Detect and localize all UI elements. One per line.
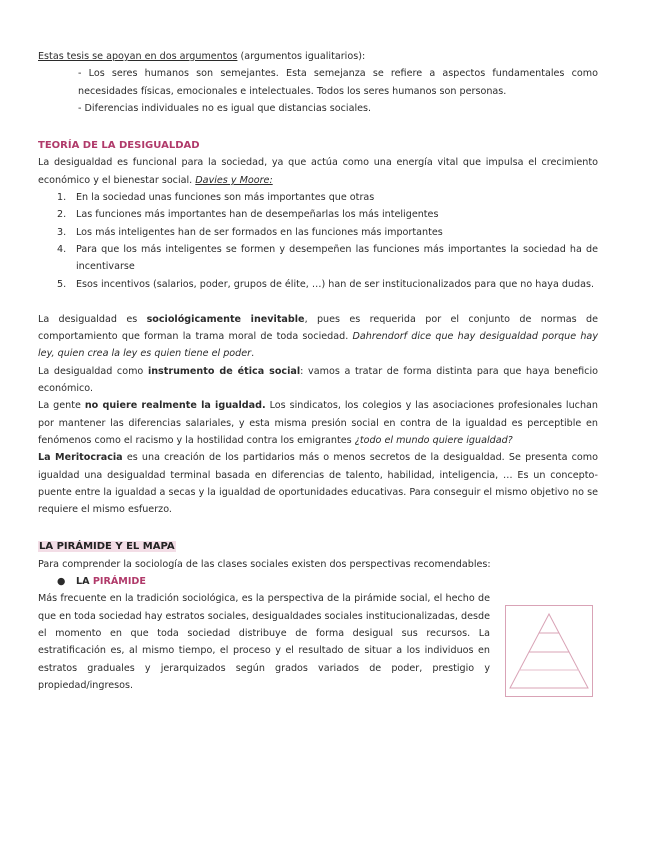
argument-1: - Los seres humanos son semejantes. Esta semejanza se refiere a aspectos fundamentales como necesidades físicas, emocionales e intelectuales. Todos los seres humanos son personas. (78, 68, 598, 97)
text-run: La desigualdad como (38, 365, 148, 377)
list-item (38, 206, 598, 223)
paragraph-inevitable (38, 311, 598, 363)
paragraph-etica (38, 363, 598, 398)
heading-teoria-desigualdad: TEORÍA DE LA DESIGUALDAD (38, 140, 200, 152)
list-text: Las funciones más importantes han de desempeñarlas los más inteligentes (76, 209, 439, 221)
piramide-intro: Para comprender la sociología de las clases sociales existen dos perspectivas recomendables: (38, 558, 491, 570)
argument-2: - Diferencias individuales no es igual que distancias sociales. (78, 102, 372, 114)
bold-run: La Meritocracia (38, 452, 123, 464)
bullet-icon: ● (57, 576, 66, 588)
list-number: 4. (57, 243, 67, 255)
paragraph-meritocracia (38, 449, 598, 518)
piramide-body: Más frecuente en la tradición sociológica, es la perspectiva de la pirámide social, el hecho de que en toda sociedad hay estratos sociales, desigualdades sociales institucionalizadas, desde el momento en que toda sociedad distribuye de forma desigual sus recursos. La estratificación es, al mismo tiempo, el proceso y el resultado de situar a los individuos en estratos graduales y jerarquizados según grados variados de poder, prestigio y propiedad/ingresos. (38, 593, 490, 691)
intro-lead (38, 48, 598, 65)
list-text: Los más inteligentes han de ser formados en las funciones más importantes (76, 226, 443, 238)
text-run: La desigualdad es (38, 313, 147, 325)
bold-run: instrumento de ética social (147, 365, 301, 377)
text-run: , pues es requerida por el conjunto de normas de comportamiento que forman la trama moral de toda sociedad. (38, 313, 598, 343)
list-text: Esos incentivos (salarios, poder, grupos de élite, …) han de ser institucionalizados para que no haya dudas. (76, 278, 595, 290)
list-item (38, 241, 598, 276)
list-number: 2. (57, 209, 67, 221)
highlighted-heading: LA PIRÁMIDE Y EL MAPA (39, 541, 175, 553)
intro-lead-underlined: Estas tesis se apoyan en dos argumentos (38, 51, 238, 62)
italic-run: Dahrendorf dice que hay desigualdad porque hay ley, quien crea la ley es quien tiene el poder (38, 331, 598, 360)
spacer (38, 293, 598, 311)
davies-moore-list (38, 189, 598, 293)
document-page (38, 48, 598, 694)
desigualdad-intro (38, 154, 598, 189)
list-text: Para que los más inteligentes se formen y desempeñen las funciones más importantes la sociedad ha de incentivarse (76, 243, 598, 273)
intro-lead-rest: (argumentos igualitarios): (237, 51, 366, 62)
bullet-piramide (38, 573, 598, 590)
list-number: 3. (57, 226, 67, 238)
bullet-text: LA (76, 576, 93, 588)
list-item (38, 276, 598, 293)
bold-run: sociológicamente inevitable (146, 313, 305, 325)
text-run: es una creación de los partidarios más o menos secretos de la desigualdad. Se presenta como igualdad una desigualdad terminal basada en diferencias de talento, habilidad, inteligencia, … Es un concepto-puente entre la igualdad a secas y la igualdad de oportunidades educativas. Para conseguir el mismo objetivo no se requiere el mismo esfuerzo. (38, 452, 598, 516)
paragraph-igualdad (38, 397, 598, 449)
italic-run: ¿todo el mundo quiere igualdad? (354, 434, 513, 446)
desigualdad-intro-text: La desigualdad es funcional para la sociedad, ya que actúa como una energía vital que impulsa el crecimiento económico y el bienestar social. (38, 157, 598, 186)
text-run: Los sindicatos, los colegios y las asociaciones profesionales luchan por mantener las diferencias salariales, y esta misma presión social en contra de la igualdad es perceptible en fenómenos como el racismo y la hostilidad contra los emigrantes (38, 400, 598, 446)
list-text: En la sociedad unas funciones son más importantes que otras (76, 192, 375, 204)
text-run: : vamos a tratar de forma distinta para que haya beneficio económico. (38, 365, 598, 395)
pyramid-diagram-icon (505, 605, 593, 697)
text-run: . (251, 348, 255, 360)
heading-piramide-mapa (38, 538, 598, 555)
list-number: 1. (57, 192, 67, 204)
list-item (38, 189, 598, 206)
bullet-accent-text: PIRÁMIDE (92, 576, 146, 588)
list-number: 5. (57, 278, 67, 290)
list-item (38, 224, 598, 241)
bold-run: no quiere realmente la igualdad. (84, 400, 266, 412)
text-run: La gente (38, 400, 85, 412)
authors-reference: Davies y Moore: (195, 174, 273, 186)
